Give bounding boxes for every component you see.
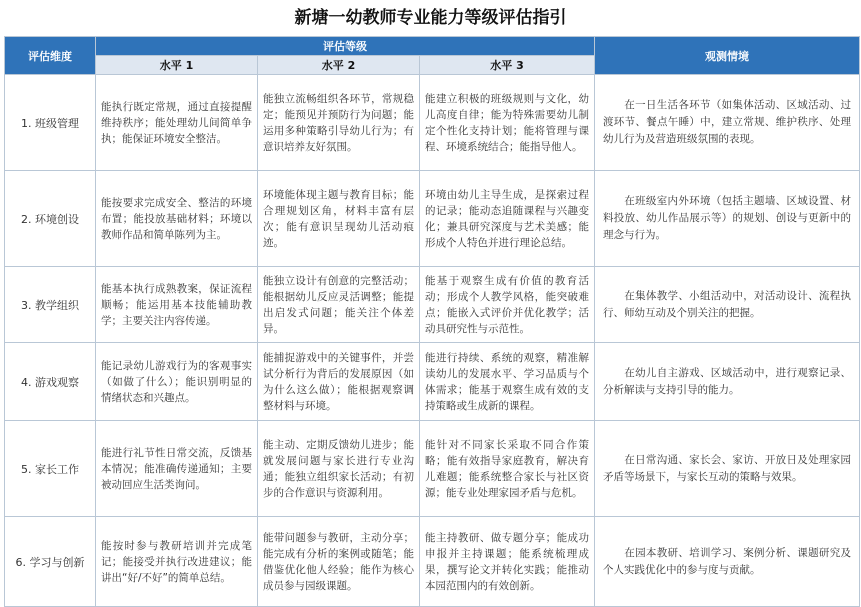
table-row: [5, 171, 860, 267]
row-dimension: 5. 家长工作: [5, 421, 96, 517]
header-level-3: 水平 3: [420, 56, 595, 75]
level-3-cell: 能主持教研、做专题分享；能成功申报并主持课题；能系统梳理成果，撰写论文并转化实践；能推动本园范围内的有效创新。: [420, 517, 595, 607]
level-3-cell: 能针对不同家长采取不同合作策略；能有效指导家庭教育，解决育儿难题；能系统整合家长与社区资源；能专业处理家园矛盾与危机。: [420, 421, 595, 517]
table-row: [5, 421, 860, 517]
page-title: 新塘一幼教师专业能力等级评估指引: [294, 8, 567, 28]
table-row: [5, 75, 860, 171]
table-row: [5, 267, 860, 343]
table-row: [5, 343, 860, 421]
header-dimension: 评估维度: [5, 37, 96, 75]
level-1-cell: 能基本执行成熟教案，保证流程顺畅；能运用基本技能辅助教学；主要关注内容传递。: [96, 267, 258, 343]
level-3-cell: 能进行持续、系统的观察，精准解读幼儿的发展水平、学习品质与个体需求；能基于观察生成有效的支持策略或生成新的课程。: [420, 343, 595, 421]
level-2-cell: 能独立流畅组织各环节，常规稳定；能预见并预防行为问题；能运用多种策略引导幼儿行为；有意识培养友好氛围。: [258, 75, 420, 171]
level-1-cell: 能进行礼节性日常交流，反馈基本情况；能准确传递通知；主要被动回应生活类询问。: [96, 421, 258, 517]
observation-cell: 在日常沟通、家长会、家访、开放日及处理家园矛盾等场景下，与家长互动的策略与效果。: [595, 421, 860, 517]
evaluation-table: [4, 36, 860, 607]
level-2-cell: 能主动、定期反馈幼儿进步；能就发展问题与家长进行专业沟通；能独立组织家长活动；有初步的合作意识与资源利用。: [258, 421, 420, 517]
row-dimension: 1. 班级管理: [5, 75, 96, 171]
level-3-cell: 能基于观察生成有价值的教育活动；形成个人教学风格，能突破难点；能嵌入式评价并优化教学；活动具研究性与示范性。: [420, 267, 595, 343]
observation-cell: 在幼儿自主游戏、区域活动中，进行观察记录、分析解读与支持引导的能力。: [595, 343, 860, 421]
level-1-cell: 能按要求完成安全、整洁的环境布置；能投放基础材料；环境以教师作品和简单陈列为主。: [96, 171, 258, 267]
level-1-cell: 能执行既定常规，通过直接提醒维持秩序；能处理幼儿间简单争执；能保证环境安全整洁。: [96, 75, 258, 171]
row-dimension: 4. 游戏观察: [5, 343, 96, 421]
level-2-cell: 环境能体现主题与教育目标；能合理规划区角，材料丰富有层次；能有意识呈现幼儿活动痕迹。: [258, 171, 420, 267]
level-3-cell: 能建立积极的班级规则与文化，幼儿高度自律；能为特殊需要幼儿制定个性化支持计划；能将管理与课程、环境系统结合；能指导他人。: [420, 75, 595, 171]
observation-cell: 在集体教学、小组活动中，对活动设计、流程执行、师幼互动及个别关注的把握。: [595, 267, 860, 343]
level-2-cell: 能独立设计有创意的完整活动；能根据幼儿反应灵活调整；能提出启发式问题；能关注个体差异。: [258, 267, 420, 343]
observation-cell: 在园本教研、培训学习、案例分析、课题研究及个人实践优化中的参与度与贡献。: [595, 517, 860, 607]
level-1-cell: 能记录幼儿游戏行为的客观事实（如做了什么）；能识别明显的情绪状态和兴趣点。: [96, 343, 258, 421]
level-1-cell: 能按时参与教研培训并完成笔记；能接受并执行改进建议；能讲出“好/不好”的简单总结。: [96, 517, 258, 607]
header-levels-group: 评估等级: [96, 37, 595, 56]
level-2-cell: 能带问题参与教研，主动分享；能完成有分析的案例或随笔；能借鉴优化他人经验；能作为核心成员参与园级课题。: [258, 517, 420, 607]
header-level-1: 水平 1: [96, 56, 258, 75]
level-3-cell: 环境由幼儿主导生成，是探索过程的记录；能动态追随课程与兴趣变化；兼具研究深度与艺术美感；能形成个人特色并进行理论总结。: [420, 171, 595, 267]
row-dimension: 6. 学习与创新: [5, 517, 96, 607]
table-row: [5, 517, 860, 607]
row-dimension: 3. 教学组织: [5, 267, 96, 343]
row-dimension: 2. 环境创设: [5, 171, 96, 267]
header-level-2: 水平 2: [258, 56, 420, 75]
header-observation: 观测情境: [595, 37, 860, 75]
level-2-cell: 能捕捉游戏中的关键事件，并尝试分析行为背后的发展原因（如为什么这么做）；能根据观察调整材料与环境。: [258, 343, 420, 421]
observation-cell: 在一日生活各环节（如集体活动、区域活动、过渡环节、餐点午睡）中，建立常规、维护秩序、处理幼儿行为及营造班级氛围的表现。: [595, 75, 860, 171]
observation-cell: 在班级室内外环境（包括主题墙、区域设置、材料投放、幼儿作品展示等）的规划、创设与更新中的理念与行为。: [595, 171, 860, 267]
